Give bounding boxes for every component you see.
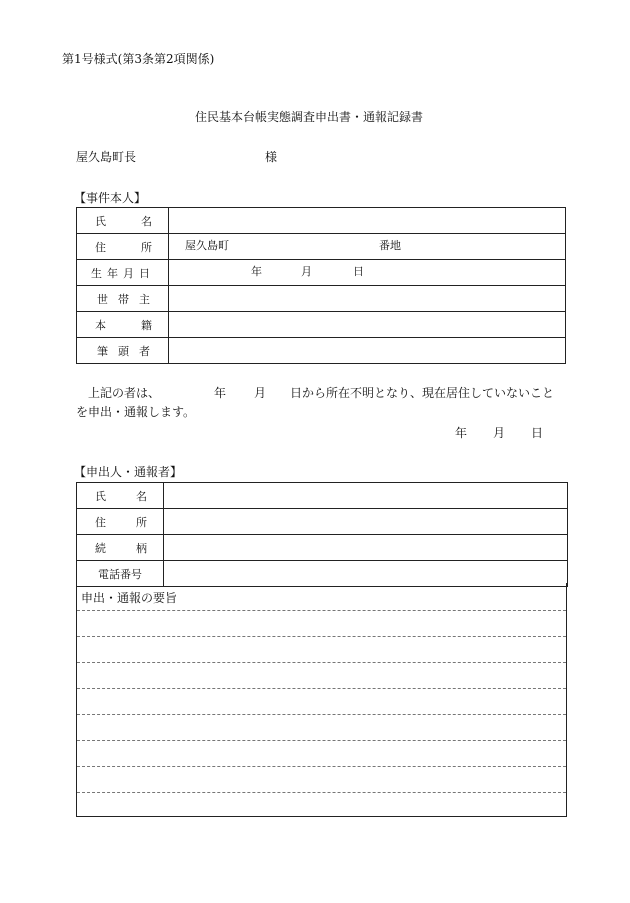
summary-line <box>77 766 566 767</box>
summary-line <box>77 662 566 663</box>
subject-domicile-field[interactable] <box>169 312 566 338</box>
addressee-name: 屋久島町長 <box>76 150 137 164</box>
statement-rest: 日から所在不明となり、現在居住していないこと <box>290 386 555 400</box>
reporter-label-relation: 続 柄 <box>77 535 164 561</box>
subject-address-field[interactable]: 屋久島町 番地 <box>169 234 566 260</box>
subject-row-birthdate <box>77 260 566 286</box>
summary-line <box>77 740 566 741</box>
reporter-address-field[interactable] <box>164 509 568 535</box>
reporter-heading: 【申出人・通報者】 <box>74 465 183 479</box>
label-head: 筆 頭 者 <box>77 338 169 364</box>
date-year: 年 <box>455 426 468 440</box>
summary-box[interactable] <box>76 583 567 817</box>
reporter-row-name <box>77 483 568 509</box>
label-name: 氏 名 <box>77 208 169 234</box>
summary-line <box>77 636 566 637</box>
subject-row-householder <box>77 286 566 312</box>
label-address: 住 所 <box>77 234 169 260</box>
subject-householder-field[interactable] <box>169 286 566 312</box>
subject-heading: 【事件本人】 <box>74 191 147 205</box>
reporter-label-name: 氏 名 <box>77 483 164 509</box>
subject-table <box>76 207 566 364</box>
subject-row-address <box>77 234 566 260</box>
reporter-table <box>76 482 568 587</box>
label-birthdate: 生 年 月 日 <box>77 260 169 286</box>
statement-year: 年 <box>214 386 227 400</box>
summary-label: 申出・通報の要旨 <box>81 591 178 605</box>
date-day: 日 <box>531 426 544 440</box>
date-month: 月 <box>493 426 506 440</box>
reporter-name-field[interactable] <box>164 483 568 509</box>
reporter-row-address <box>77 509 568 535</box>
reporter-row-relation <box>77 535 568 561</box>
summary-line <box>77 610 566 611</box>
subject-birthdate-field[interactable]: 年 月 日 <box>169 260 566 286</box>
reporter-label-phone: 電話番号 <box>77 561 164 587</box>
statement-line2: を申出・通報します。 <box>76 405 196 419</box>
subject-row-head <box>77 338 566 364</box>
subject-row-name <box>77 208 566 234</box>
summary-line <box>77 688 566 689</box>
summary-line <box>77 792 566 793</box>
statement-month: 月 <box>254 386 267 400</box>
form-number: 第1号様式(第3条第2項関係) <box>62 52 215 66</box>
label-householder: 世 帯 主 <box>77 286 169 312</box>
page-title: 住民基本台帳実態調査申出書・通報記録書 <box>195 110 424 124</box>
statement-prefix: 上記の者は、 <box>88 386 161 400</box>
summary-line <box>77 714 566 715</box>
label-domicile: 本 籍 <box>77 312 169 338</box>
reporter-label-address: 住 所 <box>77 509 164 535</box>
reporter-relation-field[interactable] <box>164 535 568 561</box>
subject-head-field[interactable] <box>169 338 566 364</box>
subject-row-domicile <box>77 312 566 338</box>
subject-name-field[interactable] <box>169 208 566 234</box>
addressee-honorific: 様 <box>265 150 278 164</box>
